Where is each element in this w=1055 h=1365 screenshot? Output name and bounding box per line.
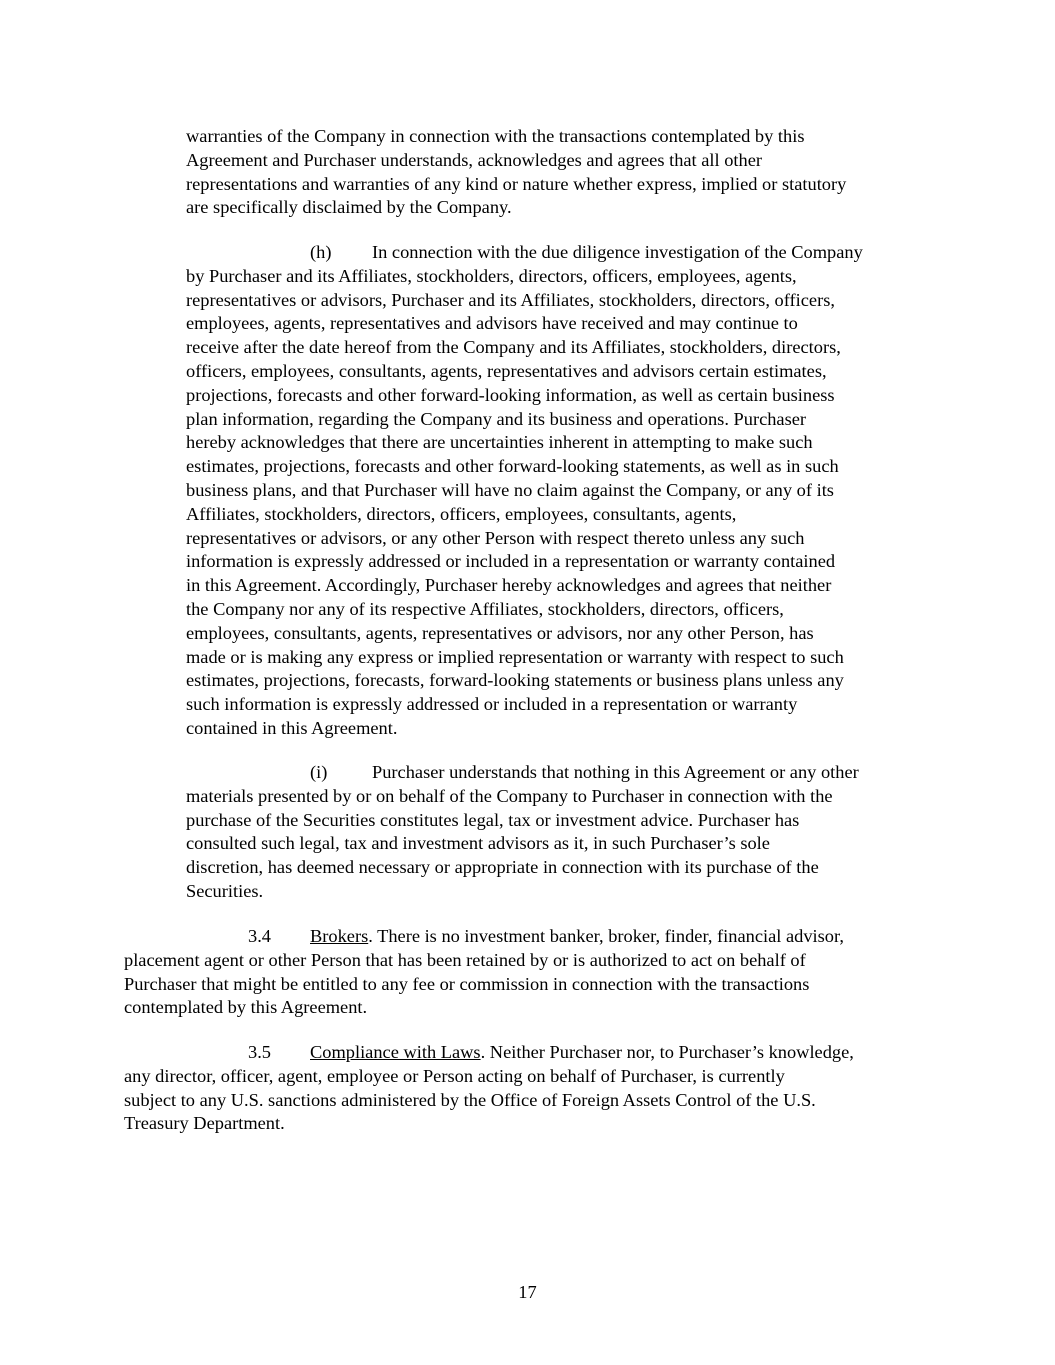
paragraph-h [186,241,863,741]
paragraph-line: employees, consultants, agents, representatives or advisors, nor any other Person, has [186,622,814,643]
paragraph-line: receive after the date hereof from the Company and its Affiliates, stockholders, directors, [186,337,841,358]
continuation-paragraph [186,125,846,220]
paragraph-line: made or is making any express or implied representation or warranty with respect to such [186,646,844,667]
paragraph-line: hereby acknowledges that there are uncertainties inherent in attempting to make such [186,432,813,453]
paragraph-line: discretion, has deemed necessary or appropriate in connection with its purchase of the [186,857,819,878]
paragraph-line: warranties of the Company in connection with the transactions contemplated by this [186,126,805,146]
paragraph-line: Agreement and Purchaser understands, acknowledges and agrees that all other [186,149,763,170]
section-3-5-number: 3.5 [248,1042,271,1062]
paragraph-line: Purchaser that might be entitled to any fee or commission in connection with the transactions [124,973,810,994]
paragraph-line: subject to any U.S. sanctions administered by the Office of Foreign Assets Control of the U.S. [124,1089,816,1110]
section-3-5-first-line [124,1041,854,1065]
paragraph-line: Purchaser understands that nothing in this Agreement or any other [372,762,859,782]
paragraph-i [186,761,859,904]
paragraph-line: business plans, and that Purchaser will have no claim against the Company, or any of its [186,479,834,500]
paragraph-line: purchase of the Securities constitutes legal, tax or investment advice. Purchaser has [186,809,800,830]
section-3-4-number: 3.4 [248,926,271,946]
page-number: 17 [518,1282,537,1302]
paragraph-line: information is expressly addressed or included in a representation or warranty contained [186,551,836,572]
paragraph-line: such information is expressly addressed or included in a representation or warranty [186,694,798,715]
paragraph-line: contemplated by this Agreement. [124,997,368,1018]
section-3-5 [124,1041,854,1136]
paragraph-line: Affiliates, stockholders, directors, officers, employees, consultants, agents, [186,503,737,524]
section-3-4-heading: Brokers [310,926,369,946]
paragraph-line: materials presented by or on behalf of the Company to Purchaser in connection with the [186,785,833,806]
paragraph-line: officers, employees, consultants, agents, representatives and advisors certain estimates, [186,360,827,381]
paragraph-line: employees, agents, representatives and advisors have received and may continue to [186,313,798,334]
paragraph-i-first-line [186,761,859,785]
paragraph-h-label: (h) [310,242,332,262]
paragraph-line: placement agent or other Person that has been retained by or is authorized to act on behalf of [124,949,806,970]
section-3-5-heading: Compliance with Laws [310,1042,481,1062]
paragraph-line: are specifically disclaimed by the Company. [186,197,512,218]
paragraph-h-first-line [186,241,863,265]
paragraph-line: any director, officer, agent, employee or Person acting on behalf of Purchaser, is currently [124,1065,785,1086]
paragraph-line: In connection with the due diligence investigation of the Company [372,242,863,262]
paragraph-line: in this Agreement. Accordingly, Purchaser hereby acknowledges and agrees that neither [186,575,832,596]
paragraph-line: the Company nor any of its respective Affiliates, stockholders, directors, officers, [186,598,784,619]
section-3-4-first-line [124,925,844,949]
paragraph-line: representations and warranties of any kind or nature whether express, implied or statutory [186,173,847,194]
paragraph-line: representatives or advisors, or any other Person with respect thereto unless any such [186,527,805,548]
paragraph-line: by Purchaser and its Affiliates, stockholders, directors, officers, employees, agents, [186,265,797,286]
paragraph-line: Treasury Department. [124,1113,285,1134]
paragraph-line: contained in this Agreement. [186,717,398,738]
paragraph-line: plan information, regarding the Company and its business and operations. Purchaser [186,408,807,429]
paragraph-line: . Neither Purchaser nor, to Purchaser’s knowledge, [480,1042,854,1062]
paragraph-line: projections, forecasts and other forward-looking information, as well as certain business [186,384,835,405]
paragraph-line: . There is no investment banker, broker, finder, financial advisor, [368,926,844,946]
paragraph-line: consulted such legal, tax and investment advisors as it, in such Purchaser’s sole [186,833,770,854]
paragraph-line: Securities. [186,880,264,901]
paragraph-line: representatives or advisors, Purchaser and its Affiliates, stockholders, directors, officers, [186,289,835,310]
section-3-4 [124,925,844,1020]
paragraph-line: estimates, projections, forecasts, forward-looking statements or business plans unless any [186,670,844,691]
paragraph-i-label: (i) [310,762,328,782]
paragraph-line: estimates, projections, forecasts and other forward-looking statements, as well as in such [186,456,839,477]
